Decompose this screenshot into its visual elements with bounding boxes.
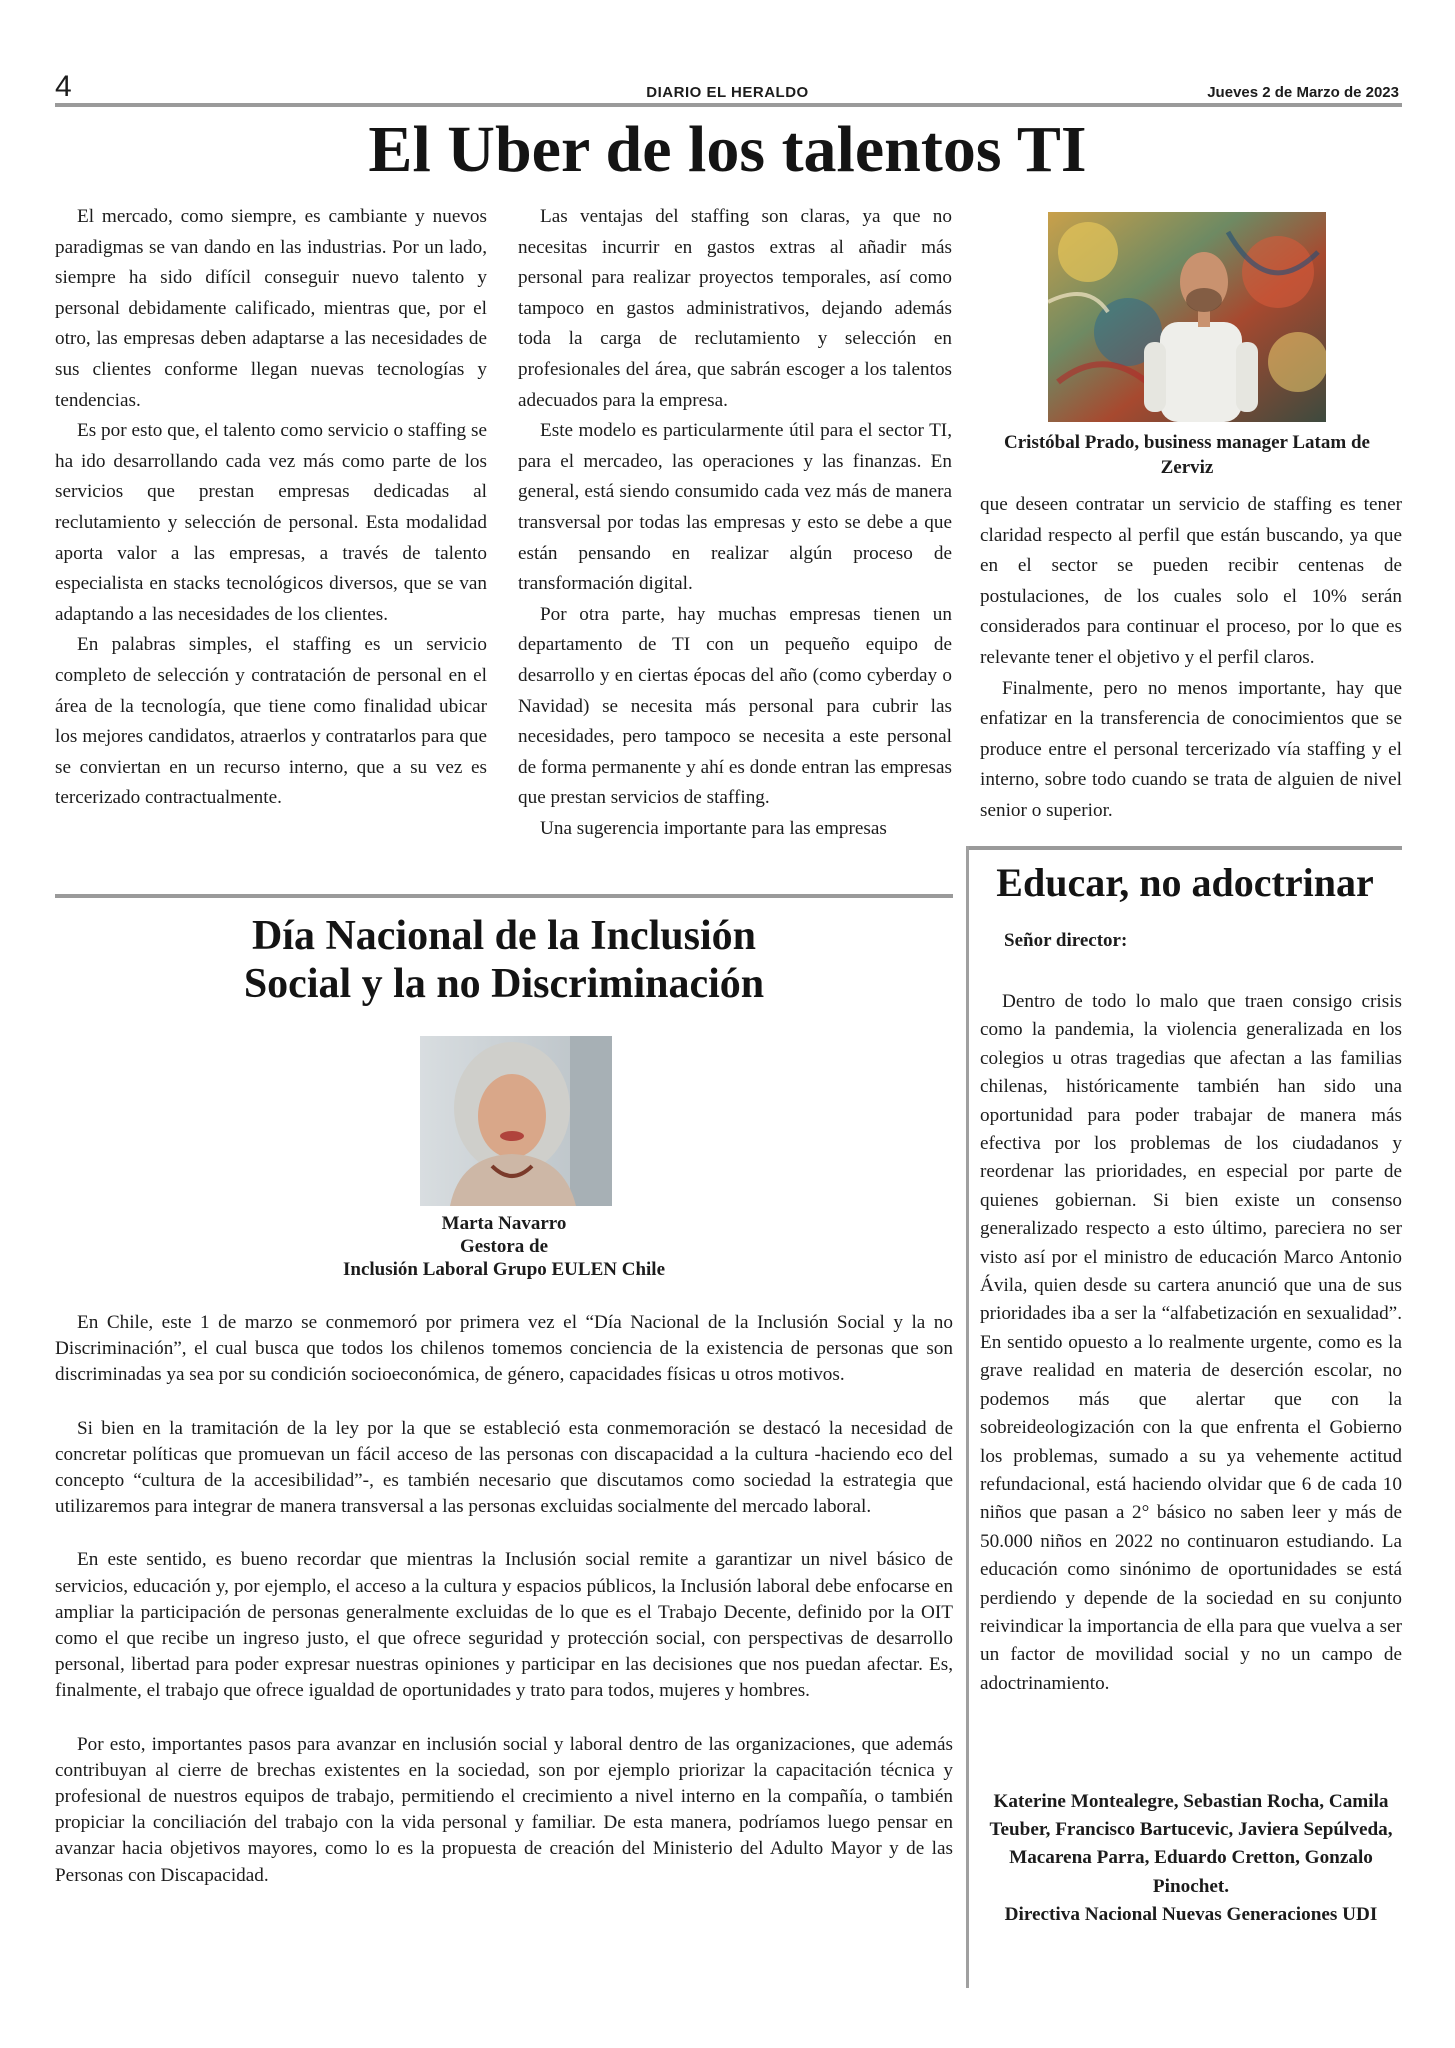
page-number: 4 [55,70,72,103]
paragraph: Es por esto que, el talento como servicio o staffing se ha ido desarrollando cada vez más como parte de los servicios que prestan empresas dedicadas al reclutamiento y selección de personal. Esta modalidad aporta valor a las empresas, a través de talento especialista en stacks tecnológicos diversos, que se van adaptando a las necesidades de los clientes. [55,420,487,625]
article-headline: El Uber de los talentos TI [368,113,1087,186]
author-role: Gestora de [459,1236,549,1257]
paragraph: Las ventajas del staffing son claras, ya que no necesitas incurrir en gastos extras al añadir más personal para realizar proyectos temporales, así como tampoco en gastos administrativos, dejando además toda la carga de reclutamiento y selección en profesionales del área, que sabrán escoger a los talentos adecuados para la empresa. [518,206,952,411]
column-divider [966,846,969,1988]
paragraph: Dentro de todo lo malo que traen consigo crisis como la pandemia, la violencia generalizada en los colegios u otras tragedias que afectan a las familias chilenas, históricamente también han sido una oportunidad para poder trabajar de manera más efectiva por los problemas de los ciudadanos y reordenar las prioridades, en especial por parte de quienes gobiernan. Si bien existe un consenso generalizado respecto a esto último, pareciera no ser visto así por el ministro de educación Marco Antonio Ávila, quien desde su cartera anunció que una de sus prioridades iba a ser la “alfabetización en sexualidad”. En sentido opuesto a lo realmente urgente, como es la grave realidad en materia de deserción escolar, no podemos más que alertar que con la sobreideologización con la que enfrenta el Gobierno los problemas, sumado a su ya vehemente actitud refundacional, está haciendo olvidar que 6 de cada 10 niños que pasan a 2° básico no saben leer y más de 50.000 niños en 2022 no continuaron estudiando. La educación como sinónimo de oportunidades se está perdiendo y depende de la sociedad en su conjunto reivindicar la importancia de ella para que vuelva a ser un factor de movilidad social y no un campo de adoctrinamiento. [980,991,1402,1694]
article1-column-3 [980,490,1402,827]
signature-organization: Directiva Nacional Nuevas Generaciones UDI [1004,1903,1378,1925]
section-divider [968,846,1402,850]
title-line: Día Nacional de la Inclusión [251,913,757,959]
letter-signature [975,1788,1407,1929]
article2-title [55,912,953,1008]
paragraph: En este sentido, es bueno recordar que mientras la Inclusión social remite a garantizar un nivel básico de servicios, educación y, por ejemplo, el acceso a la cultura y espacios públicos, la Inclusión laboral debe enfocarse en ampliar la participación de personas generalmente excluidas de lo que es el Trabajo Decente, definido por la OIT como el que recibe un ingreso justo, el que ofrece seguridad y protección social, con perspectivas de desarrollo personal, libertad para poder expresar nuestras opiniones y participar en las decisiones que nos puedan afectar. Es, finalmente, el trabajo que ofrece igualdad de oportunidades y trato para todos, mujeres y hombres. [55,1549,953,1702]
paragraph: Por otra parte, hay muchas empresas tienen un departamento de TI con un pequeño equipo de desarrollo y en ciertas épocas del año (como cyberday o Navidad) se necesita más personal para cubrir las necesidades, pero tampoco se necesita a este personal de forma permanente y ahí es donde entran las empresas que prestan servicios de staffing. [518,603,952,809]
signature-names: Katerine Montealegre, Sebastian Rocha, Camila Teuber, Francisco Bartucevic, Javiera Sepúlveda, Macarena Parra, Eduardo Cretton, Gonzalo Pinochet. [989,1791,1393,1897]
article1-column-1 [55,202,487,814]
article1-column-2 [518,202,952,844]
author-organization: Inclusión Laboral Grupo EULEN Chile [342,1259,666,1280]
paragraph: Este modelo es particularmente útil para el sector TI, para el mercadeo, las operaciones y las finanzas. En general, está siendo consumido cada vez más de manera transversal por todas las empresas y esto se debe a que están pensando en realizar algún proceso de transformación digital. [518,420,952,595]
paragraph: Una sugerencia importante para las empresas [540,817,887,839]
paragraph: Finalmente, pero no menos importante, hay que enfatizar en la transferencia de conocimientos que se produce entre el personal tercerizado vía staffing y el interno, sobre todo cuando se trata de alguien de nivel senior o superior. [980,677,1402,821]
paragraph: que deseen contratar un servicio de staffing es tener claridad respecto al perfil que están buscando, ya que en el sector se pueden recibir centenas de postulaciones, de los cuales solo el 10% serán considerados para continuar el proceso, por lo que es relevante tener el objetivo y el perfil claros. [980,494,1402,668]
photo-caption: Cristóbal Prado, business manager Latam de Zerviz [1004,432,1370,478]
author-block [55,1212,953,1281]
paragraph: En palabras simples, el staffing es un servicio completo de selección y contratación de personal en el área de la tecnología, que tiene como finalidad ubicar los mejores candidatos, atraerlos y contratarlos para que se conviertan en un recurso interno, que a su vez es tercerizado contractualmente. [55,634,487,809]
portrait-photo-marta-navarro [420,1036,612,1206]
letter-salutation: Señor director: [1004,930,1128,951]
paragraph: Por esto, importantes pasos para avanzar en inclusión social y laboral dentro de las organizaciones, que además contribuyan al cierre de brechas existentes en la sociedad, son por ejemplo priorizar la capacitación técnica y profesional de nuestros equipos de trabajo, permitiendo el crecimiento a nivel interno en la compañía, o también propiciar la conciliación del trabajo con la vida personal y familiar. De esta manera, podríamos luego pensar en avanzar hacia objetivos mayores, como lo es la propuesta de creación del Ministerio del Adulto Mayor y de las Personas con Discapacidad. [55,1733,953,1886]
newspaper-name: DIARIO EL HERALDO [646,84,809,101]
section-divider [55,894,953,898]
portrait-photo-cristobal-prado [1048,212,1326,422]
issue-date: Jueves 2 de Marzo de 2023 [1207,84,1399,101]
letter-title: Educar, no adoctrinar [996,860,1374,905]
article2-body [55,1310,953,1916]
paragraph: En Chile, este 1 de marzo se conmemoró por primera vez el “Día Nacional de la Inclusión Social y la no Discriminación”, el cual busca que todos los chilenos tomemos conciencia de la existencia de personas que son discriminadas ya sea por su condición socioeconómica, de género, capacidades físicas u otros motivos. [55,1312,953,1386]
author-name: Marta Navarro [441,1213,567,1234]
header-rule [55,103,1402,107]
letter-body [980,988,1402,1698]
title-line: Social y la no Discriminación [243,961,765,1007]
paragraph: El mercado, como siempre, es cambiante y nuevos paradigmas se van dando en las industrias. Por un lado, siempre ha sido difícil conseguir nuevo talento y personal debidamente calificado, mientras que, por el otro, las empresas deben adaptarse a las necesidades de sus clientes conforme llegan nuevas tecnologías y tendencias. [55,206,487,411]
paragraph: Si bien en la tramitación de la ley por la que se estableció esta conmemoración se destacó la necesidad de concretar políticas que promuevan un fácil acceso de las personas con discapacidad a la cultura -haciendo eco del concepto “cultura de la accesibilidad”-, es también necesario que discutamos como sociedad la estrategia que utilizaremos para integrar de manera transversal a las personas excluidas socialmente del mercado laboral. [55,1417,953,1518]
